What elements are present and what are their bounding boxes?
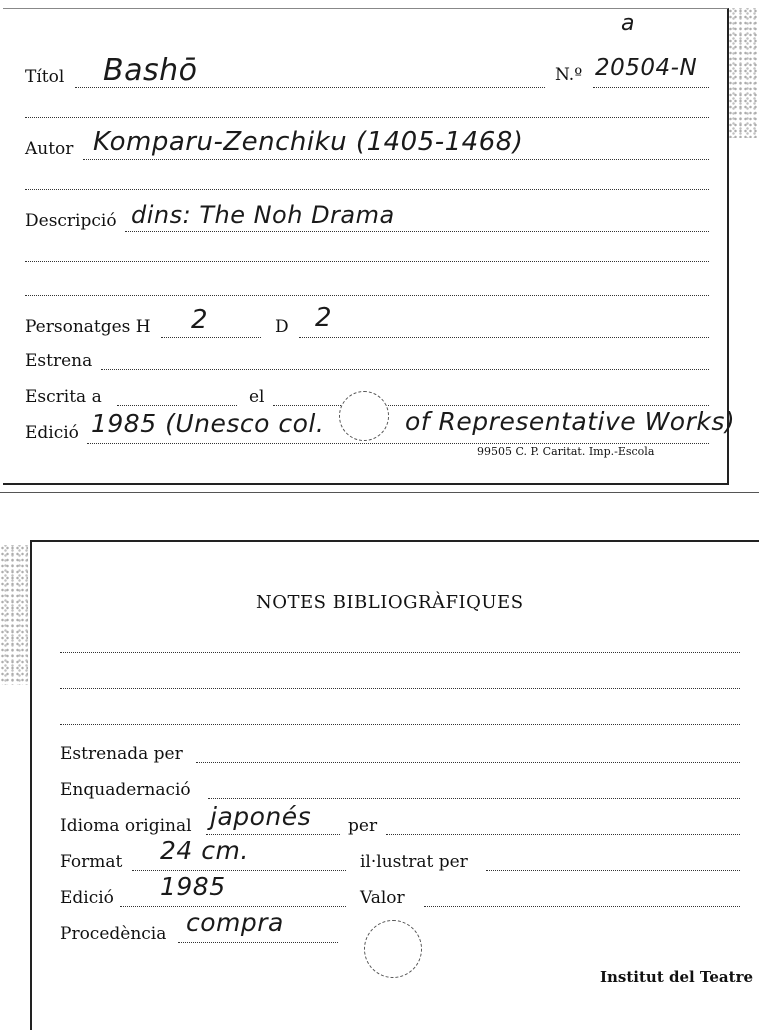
front-card [3,8,736,485]
procedencia-line [178,942,338,943]
edicio-label: Edició [25,423,79,443]
punch-hole-front [339,391,389,441]
personatges-d-line [299,337,709,338]
illustrat-line [486,870,740,871]
titol-value: Bashō [103,53,198,88]
scan-noise-right [728,8,758,138]
estrena-line [101,369,709,370]
cut-line-top [0,492,759,493]
descripcio-label: Descripció [25,211,117,231]
scan-noise-left [0,545,28,685]
format-line [132,870,346,871]
procedencia-value: compra [186,908,284,937]
idioma-per-line [386,834,740,835]
num-label: N.º [555,65,583,85]
autor-label: Autor [25,139,74,159]
institut-stamp: Institut del Teatre [600,968,754,986]
el-label: el [249,387,265,407]
personatges-d-label: D [275,317,289,337]
idioma-label: Idioma original [60,816,192,836]
edicio-value-left: 1985 (Unesco col. [91,409,325,438]
personatges-label: Personatges H [25,317,151,337]
num-line [593,87,709,88]
blank-line-3 [25,261,709,262]
punch-hole-back [364,920,422,978]
personatges-d-value: 2 [315,303,333,333]
blank-line-4 [25,295,709,296]
descripcio-line [125,231,709,232]
descripcio-value: dins: The Noh Drama [131,201,395,229]
idioma-per-label: per [348,816,378,836]
num-value: 20504-N [595,55,698,81]
edicio-value-right: of Representative Works) [405,407,736,436]
estrenada-label: Estrenada per [60,744,183,764]
estrena-label: Estrena [25,351,93,371]
notes-line-1 [60,652,740,653]
idioma-line [206,834,340,835]
format-label: Format [60,852,123,872]
autor-line [83,159,709,160]
notes-title: NOTES BIBLIOGRÀFIQUES [256,592,524,613]
el-line [273,405,709,406]
edicio-back-label: Edició [60,888,114,908]
notes-line-2 [60,688,740,689]
corner-mark: a [621,11,635,36]
enquadernacio-line [208,798,740,799]
escrita-label: Escrita a [25,387,102,407]
enquadernacio-label: Enquadernació [60,780,191,800]
illustrat-label: il·lustrat per [360,852,468,872]
personatges-h-value: 2 [191,305,209,335]
valor-label: Valor [360,888,405,908]
edicio-back-value: 1985 [160,872,226,901]
estrenada-line [196,762,740,763]
blank-line-1 [25,117,709,118]
idioma-value: japonés [210,802,312,831]
notes-line-3 [60,724,740,725]
personatges-h-line [161,337,261,338]
blank-line-2 [25,189,709,190]
escrita-line [117,405,237,406]
back-card [30,540,759,1030]
printer-imprint: 99505 C. P. Caritat. Imp.-Escola [477,445,655,458]
autor-value: Komparu-Zenchiku (1405-1468) [93,127,524,157]
format-value: 24 cm. [160,836,249,865]
valor-line [424,906,740,907]
edicio-back-line [120,906,346,907]
edicio-line [87,443,709,444]
procedencia-label: Procedència [60,924,167,944]
titol-label: Títol [25,67,65,87]
